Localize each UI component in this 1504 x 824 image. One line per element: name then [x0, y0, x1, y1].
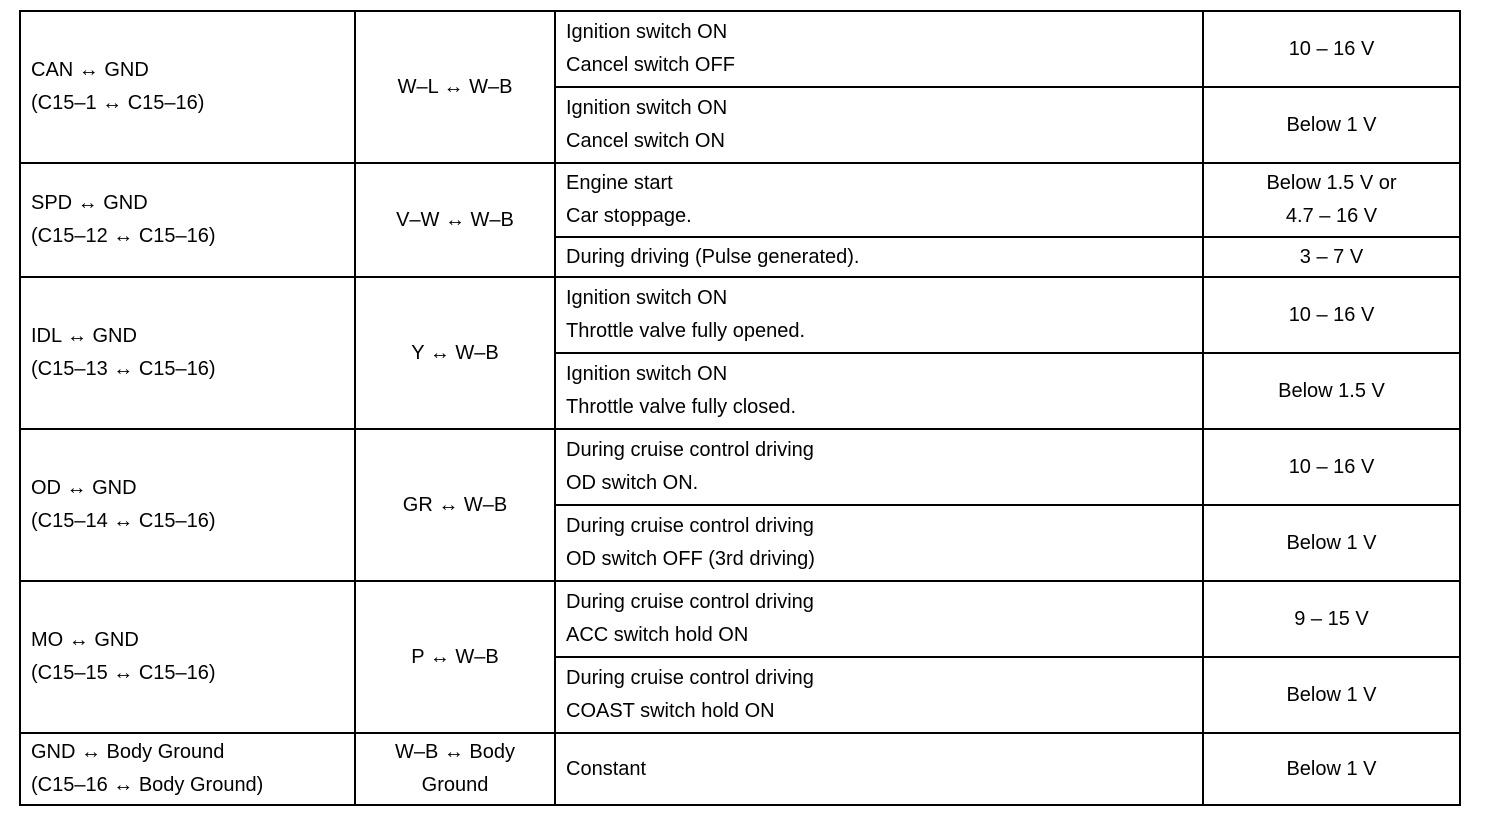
condition-line: Ignition switch ON — [566, 287, 728, 309]
table-row — [20, 581, 1460, 657]
voltage-line: 10 – 16 V — [1288, 37, 1375, 60]
condition-cell — [555, 581, 1203, 657]
condition-line: During cruise control driving — [566, 591, 814, 613]
voltage-cell — [1203, 353, 1460, 429]
condition-line: Ignition switch ON — [566, 97, 728, 119]
wiring-color-cell — [355, 733, 555, 805]
table-row — [20, 11, 1460, 87]
condition-cell — [555, 733, 1203, 805]
voltage-cell — [1203, 505, 1460, 581]
table-body — [20, 11, 1460, 805]
terminal-cell — [20, 429, 355, 581]
voltage-cell — [1203, 733, 1460, 805]
condition-line: Ignition switch ON — [566, 21, 728, 43]
condition-line: COAST switch hold ON — [566, 700, 775, 722]
condition-line: During cruise control driving — [566, 515, 814, 537]
terminal-line: (C15–12 ↔ C15–16) — [31, 225, 216, 247]
table-row — [20, 163, 1460, 237]
voltage-line: Below 1 V — [1286, 683, 1377, 706]
table-row — [20, 733, 1460, 805]
terminal-line: OD ↔ GND — [31, 477, 137, 499]
condition-line: Car stoppage. — [566, 205, 692, 227]
condition-line: Ignition switch ON — [566, 363, 728, 385]
voltage-cell — [1203, 11, 1460, 87]
table-row — [20, 277, 1460, 353]
terminal-cell — [20, 733, 355, 805]
voltage-line: 9 – 15 V — [1294, 607, 1369, 630]
wire-line: Y ↔ W–B — [411, 341, 499, 364]
voltage-cell — [1203, 581, 1460, 657]
terminal-line: MO ↔ GND — [31, 629, 139, 651]
voltage-cell — [1203, 277, 1460, 353]
condition-cell — [555, 429, 1203, 505]
wire-line: P ↔ W–B — [411, 645, 499, 668]
condition-cell — [555, 505, 1203, 581]
wiring-color-cell — [355, 429, 555, 581]
condition-line: Cancel switch OFF — [566, 54, 735, 76]
wiring-color-cell — [355, 581, 555, 733]
terminal-cell — [20, 11, 355, 163]
condition-cell — [555, 163, 1203, 237]
condition-line: During driving (Pulse generated). — [566, 245, 860, 268]
terminal-line: (C15–15 ↔ C15–16) — [31, 662, 216, 684]
voltage-cell — [1203, 87, 1460, 163]
voltage-line: Below 1 V — [1286, 113, 1377, 136]
wire-line: Ground — [421, 774, 489, 796]
wire-line: W–L ↔ W–B — [397, 75, 513, 98]
condition-cell — [555, 353, 1203, 429]
voltage-line: 10 – 16 V — [1288, 303, 1375, 326]
terminal-line: (C15–14 ↔ C15–16) — [31, 510, 216, 532]
wiring-color-cell — [355, 11, 555, 163]
terminal-line: IDL ↔ GND — [31, 325, 137, 347]
terminal-line: (C15–13 ↔ C15–16) — [31, 358, 216, 380]
voltage-line: Below 1.5 V or — [1266, 172, 1397, 194]
voltage-line: Below 1 V — [1286, 531, 1377, 554]
voltage-cell — [1203, 237, 1460, 277]
terminal-cell — [20, 163, 355, 277]
condition-line: ACC switch hold ON — [566, 624, 749, 646]
condition-cell — [555, 657, 1203, 733]
voltage-inspection-table — [19, 10, 1461, 806]
condition-cell — [555, 87, 1203, 163]
condition-line: Cancel switch ON — [566, 130, 725, 152]
condition-line: Throttle valve fully opened. — [566, 320, 806, 342]
voltage-cell — [1203, 657, 1460, 733]
condition-line: During cruise control driving — [566, 667, 814, 689]
condition-cell — [555, 277, 1203, 353]
condition-line: Throttle valve fully closed. — [566, 396, 797, 418]
voltage-line: 3 – 7 V — [1299, 245, 1364, 268]
condition-line: OD switch ON. — [566, 472, 699, 494]
terminal-cell — [20, 581, 355, 733]
terminal-line: GND ↔ Body Ground — [31, 741, 225, 763]
table-row — [20, 429, 1460, 505]
voltage-cell — [1203, 163, 1460, 237]
condition-line: Constant — [566, 757, 647, 780]
terminal-line: (C15–16 ↔ Body Ground) — [31, 774, 264, 796]
terminal-line: SPD ↔ GND — [31, 192, 148, 214]
voltage-line: Below 1 V — [1286, 757, 1377, 780]
voltage-line: 10 – 16 V — [1288, 455, 1375, 478]
wire-line: V–W ↔ W–B — [396, 208, 514, 231]
voltage-cell — [1203, 429, 1460, 505]
wiring-color-cell — [355, 163, 555, 277]
condition-line: During cruise control driving — [566, 439, 814, 461]
wire-line: GR ↔ W–B — [402, 493, 508, 516]
terminal-line: (C15–1 ↔ C15–16) — [31, 92, 205, 114]
condition-cell — [555, 237, 1203, 277]
condition-line: OD switch OFF (3rd driving) — [566, 548, 815, 570]
wiring-color-cell — [355, 277, 555, 429]
wire-line: W–B ↔ Body — [394, 741, 516, 763]
terminal-line: CAN ↔ GND — [31, 59, 149, 81]
terminal-cell — [20, 277, 355, 429]
voltage-line: Below 1.5 V — [1278, 379, 1385, 402]
condition-cell — [555, 11, 1203, 87]
condition-line: Engine start — [566, 172, 673, 194]
voltage-line: 4.7 – 16 V — [1285, 205, 1378, 227]
